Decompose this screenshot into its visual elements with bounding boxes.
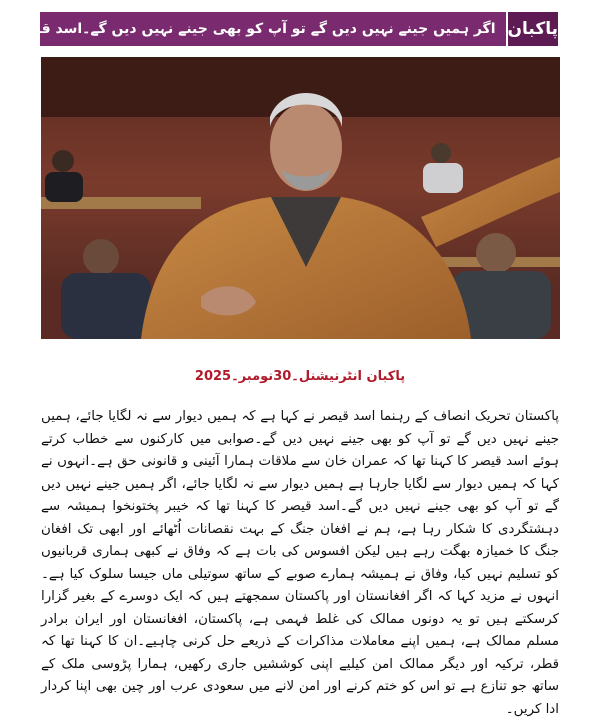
article-body: پاکستان تحریک انصاف کے رہنما اسد قیصر نے کہا ہے کہ ہمیں دیوار سے نہ لگایا جائے، ہمیں جینے نہیں دیں گے تو آپ کو بھی جینے نہیں دیں گے۔صوابی میں کارکنوں سے خطاب کرتے ہوئے اسد قیصر کا کہنا تھا کہ عمران خان سے ملاقات ہمارا آئینی و قانونی حق ہے۔انہوں نے کہا کہ ہمیں دیوار سے لگایا جارہا ہے ہمیں دیوار سے نہ لگایا جائے، اگر ہمیں جینے نہیں دیں گے تو آپ کو بھی جینے نہیں دیں گے۔اسد قیصر کا کہنا تھا کہ خیبر پختونخوا ہمیشہ سے دہشتگردی کا شکار رہا ہے، ہم نے افغان جنگ کے بہت نقصانات اُٹھائے اور ابھی تک افغان جنگ کا خمیازہ بھگت رہے ہیں لیکن افسوس کی بات ہے کہ وفاق نے کبھی ہماری قربانیوں کو تسلیم نہیں کیا، وفاق نے ہمیشہ ہمارے صوبے کے ساتھ سوتیلی ماں جیسا سلوک کیا ہے۔انہوں نے مزید کہا کہ اگر افغانستان اور پاکستان سمجھتے ہیں کہ ایک دوسرے کے بغیر گزارا کرسکتے ہیں تو یہ دونوں ممالک کی غلط فہمی ہے، پاکستان، افغانستان اور ایران برادر مسلم ممالک ہے، ہمیں اپنے معاملات مذاکرات کے ذریعے حل کرنی چاہیے۔ان کا کہنا تھا کہ قطر، ترکیہ اور دیگر ممالک امن کیلیے اپنی کوششیں جاری رکھیں، ہمارا پڑوسی ملک کے ساتھ جو تنازع ہے تو اس کو ختم کرنے اور امن لانے میں سعودی عرب اور چین بھی اپنا کردار ادا کریں۔ bbox=[41, 409, 559, 717]
news-photo-illustration bbox=[41, 57, 560, 339]
headline-banner bbox=[13, 12, 558, 46]
news-photo bbox=[41, 57, 560, 339]
brand-logo[interactable]: پاکبان bbox=[506, 12, 559, 46]
dateline: پاکبان انٹرنیشنل۔30نومبر۔2025 bbox=[194, 369, 406, 384]
headline-text: اگر ہمیں جینے نہیں دیں گے تو آپ کو بھی جینے نہیں دیں گے۔اسد قیصر bbox=[13, 21, 496, 37]
